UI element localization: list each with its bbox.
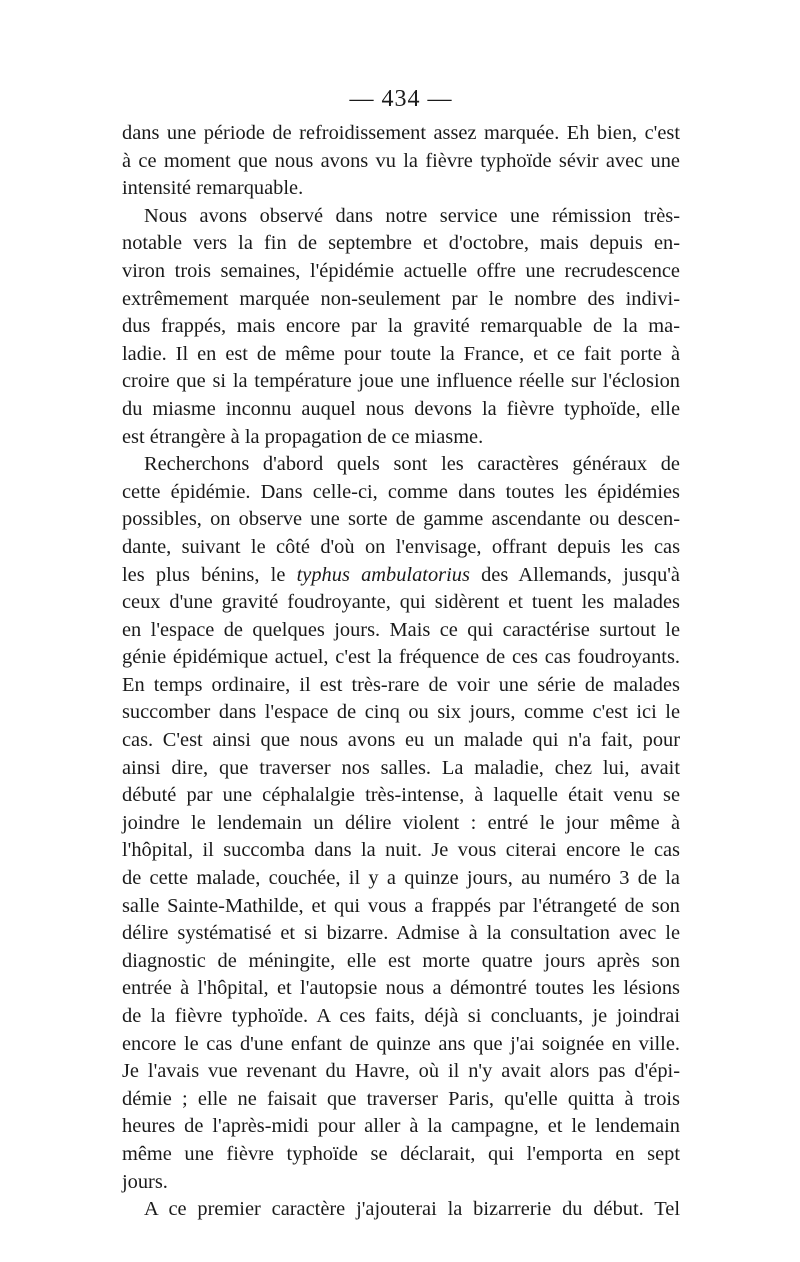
text-line: ceux d'une gravité foudroyante, qui sidèrent et tuent les malades	[122, 591, 680, 614]
text-line: Recherchons d'abord quels sont les caractères généraux de	[144, 453, 680, 476]
text-line: possibles, on observe une sorte de gamme ascendante ou descen-	[122, 508, 680, 531]
text-line: débuté par une céphalalgie très-intense, à laquelle était venu se	[122, 784, 680, 807]
text-line: En temps ordinaire, il est très-rare de voir une série de malades	[122, 673, 680, 696]
text-line: est étrangère à la propagation de ce miasme.	[122, 425, 484, 448]
text-line: l'hôpital, il succomba dans la nuit. Je vous citerai encore le cas	[122, 839, 680, 862]
text-line: en l'espace de quelques jours. Mais ce qui caractérise surtout le	[122, 618, 680, 641]
paragraph	[122, 120, 680, 203]
text-line: Je l'avais vue revenant du Havre, où il n'y avait alors pas d'épi-	[122, 1060, 680, 1083]
book-page	[122, 84, 680, 1224]
text-line: cette épidémie. Dans celle-ci, comme dans toutes les épidémies	[122, 480, 680, 503]
text-line: ladie. Il en est de même pour toute la France, et ce fait porte à	[122, 342, 680, 365]
text-line: les plus bénins, le typhus ambulatorius des Allemands, jusqu'à	[122, 563, 680, 586]
text-line: viron trois semaines, l'épidémie actuelle offre une recrudescence	[122, 259, 680, 282]
text-line: succomber dans l'espace de cinq ou six jours, comme c'est ici le	[122, 701, 680, 724]
text-line: dante, suivant le côté d'où on l'envisage, offrant depuis les cas	[122, 535, 680, 558]
text-line: dus frappés, mais encore par la gravité remarquable de la ma-	[122, 315, 680, 338]
text-line: de la fièvre typhoïde. A ces faits, déjà si concluants, je joindrai	[122, 1005, 680, 1027]
text-line: joindre le lendemain un délire violent : entré le jour même à	[122, 811, 680, 834]
text-line: ainsi dire, que traverser nos salles. La maladie, chez lui, avait	[122, 756, 680, 779]
paragraph	[122, 1196, 680, 1224]
text-line: jours.	[122, 1170, 168, 1193]
text-line: à ce moment que nous avons vu la fièvre typhoïde sévir avec une	[122, 149, 680, 172]
text-line: A ce premier caractère j'ajouterai la bizarrerie du début. Tel	[144, 1198, 680, 1221]
italic-term: typhus ambulatorius	[296, 563, 470, 586]
text-line: salle Sainte-Mathilde, et qui vous a frappés par l'étrangeté de son	[122, 894, 680, 917]
text-line: entrée à l'hôpital, et l'autopsie nous a démontré toutes les lésions	[122, 977, 680, 1000]
text-line: génie épidémique actuel, c'est la fréquence de ces cas foudroyants.	[122, 646, 680, 669]
text-line: notable vers la fin de septembre et d'octobre, mais depuis en-	[122, 232, 680, 255]
page-number: — 434 —	[349, 86, 453, 112]
text-line: cas. C'est ainsi que nous avons eu un malade qui n'a fait, pour	[122, 729, 680, 752]
paragraph	[122, 451, 680, 1196]
text-line: extrêmement marquée non-seulement par le nombre des indivi-	[122, 287, 680, 310]
body-text	[122, 120, 680, 1224]
text-line: même une fièvre typhoïde se déclarait, qui l'emporta en sept	[122, 1142, 680, 1165]
text-line: intensité remarquable.	[122, 177, 304, 200]
text-line: diagnostic de méningite, elle est morte quatre jours après son	[122, 949, 680, 972]
text-line: dans une période de refroidissement assez marquée. Eh bien, c'est	[122, 122, 680, 144]
text-line: délire systématisé et si bizarre. Admise à la consultation avec le	[122, 922, 680, 945]
text-line: encore le cas d'une enfant de quinze ans que j'ai soignée en ville.	[122, 1032, 680, 1055]
text-line: démie ; elle ne faisait que traverser Paris, qu'elle quitta à trois	[122, 1087, 680, 1110]
text-line: de cette malade, couchée, il y a quinze jours, au numéro 3 de la	[122, 867, 680, 890]
text-line: du miasme inconnu auquel nous devons la fièvre typhoïde, elle	[122, 397, 680, 420]
text-line: heures de l'après-midi pour aller à la campagne, et le lendemain	[122, 1115, 680, 1138]
text-line: croire que si la température joue une influence réelle sur l'éclosion	[122, 370, 680, 393]
text-line: Nous avons observé dans notre service une rémission très-	[144, 204, 680, 227]
paragraph	[122, 203, 680, 451]
